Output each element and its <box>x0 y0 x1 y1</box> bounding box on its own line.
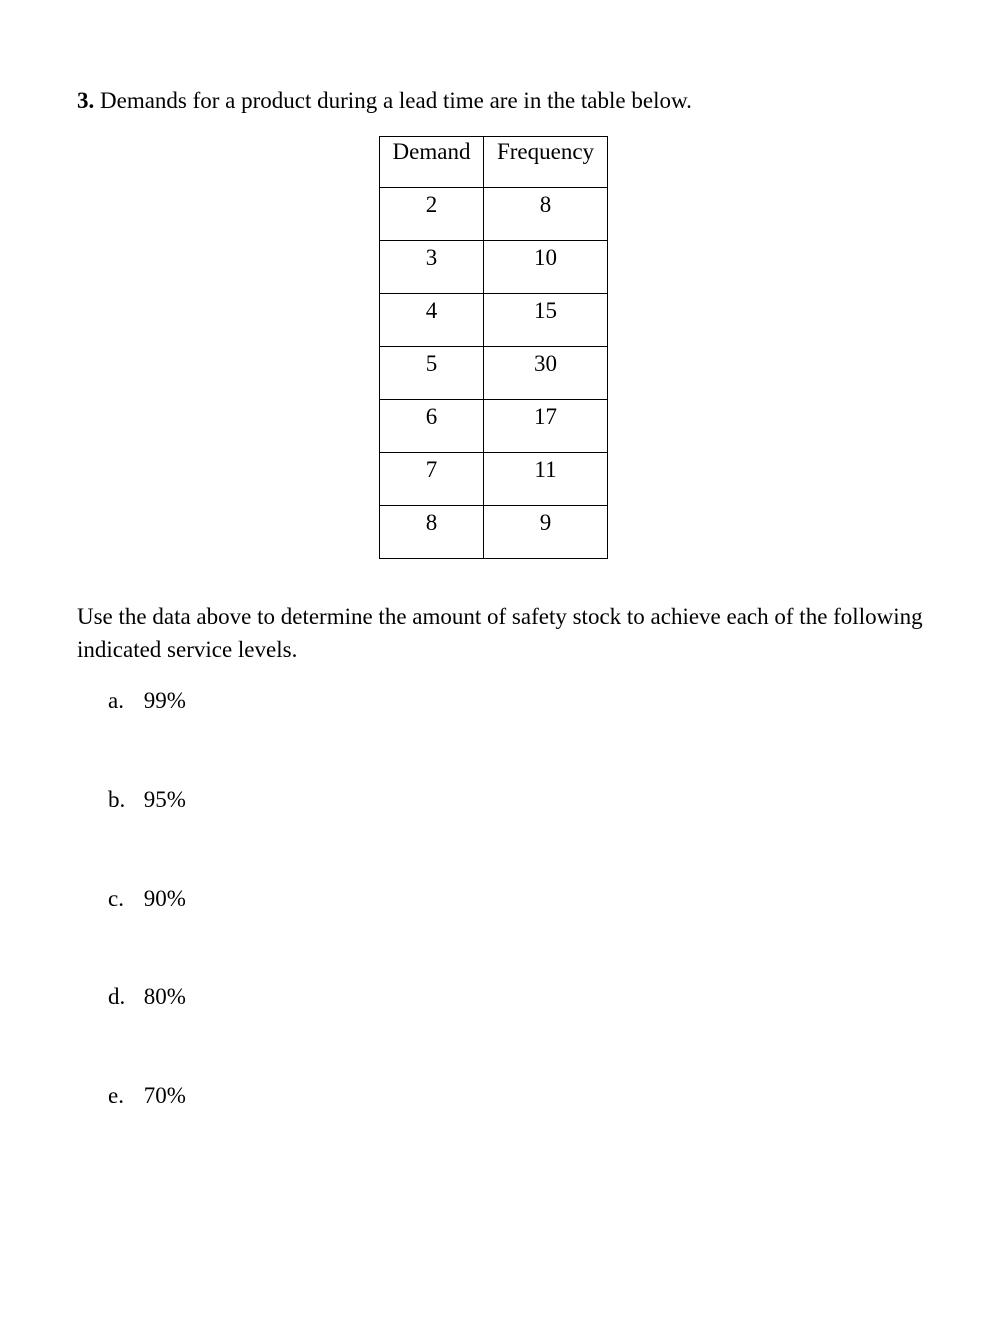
demand-frequency-table <box>379 136 608 559</box>
frequency-cell: 11 <box>484 453 608 506</box>
frequency-cell: 15 <box>484 294 608 347</box>
option-letter: e. <box>108 1083 124 1109</box>
frequency-column-header: Frequency <box>484 137 608 188</box>
list-item <box>108 980 186 1079</box>
table-row <box>380 188 608 241</box>
option-value: 80% <box>143 984 186 1010</box>
demand-cell: 3 <box>380 241 484 294</box>
option-letter: a. <box>108 688 124 713</box>
frequency-cell: 10 <box>484 241 608 294</box>
option-letter: c. <box>108 885 124 911</box>
service-level-list <box>108 684 186 1178</box>
option-value: 70% <box>143 1083 186 1109</box>
demand-column-header: Demand <box>380 137 484 188</box>
demand-cell: 6 <box>380 400 484 453</box>
instructions-paragraph: Use the data above to determine the amount of safety stock to achieve each of the following indicated service levels. <box>77 604 923 662</box>
demand-cell: 8 <box>380 506 484 559</box>
demand-cell: 5 <box>380 347 484 400</box>
question-number: 3. <box>77 88 95 113</box>
frequency-cell: 9 <box>484 506 608 559</box>
table-row <box>380 241 608 294</box>
table-row <box>380 294 608 347</box>
table-row <box>380 506 608 559</box>
demand-cell: 7 <box>380 453 484 506</box>
table-row <box>380 453 608 506</box>
list-item <box>108 783 186 882</box>
table-row <box>380 347 608 400</box>
option-letter: b. <box>108 786 126 812</box>
option-value: 99% <box>143 688 186 713</box>
question-text: Demands for a product during a lead time are in the table below. <box>94 88 692 113</box>
frequency-cell: 8 <box>484 188 608 241</box>
demand-cell: 2 <box>380 188 484 241</box>
list-item <box>108 882 186 981</box>
option-value: 95% <box>143 786 186 812</box>
question-heading <box>77 84 692 118</box>
demand-cell: 4 <box>380 294 484 347</box>
table-header-row <box>380 137 608 188</box>
frequency-cell: 30 <box>484 347 608 400</box>
option-letter: d. <box>108 984 126 1010</box>
table-row <box>380 400 608 453</box>
option-value: 90% <box>143 885 186 911</box>
frequency-cell: 17 <box>484 400 608 453</box>
list-item <box>108 1079 186 1178</box>
list-item <box>108 684 186 783</box>
